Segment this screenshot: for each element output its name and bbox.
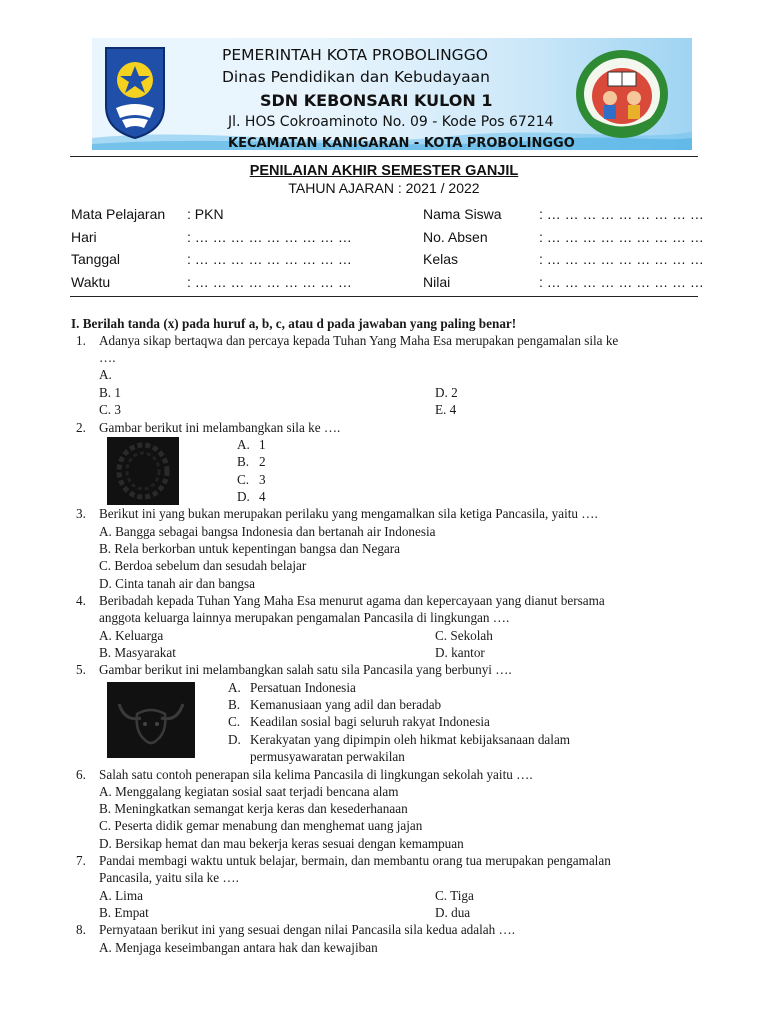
info-label-absen: No. Absen [423, 229, 488, 245]
q2-number: 2. [76, 420, 86, 435]
q1-option-a[interactable]: A. [99, 367, 112, 382]
q2-option-b[interactable]: 2 [259, 454, 266, 469]
q2-option-a[interactable]: 1 [259, 437, 266, 452]
q7-text-cont: Pancasila, yaitu sila ke …. [99, 870, 239, 885]
info-value-time: : … … … … … … … … … [187, 274, 352, 290]
bull-head-icon [107, 682, 195, 758]
q5-option-b-letter[interactable]: B. [228, 697, 241, 712]
q2-text: Gambar berikut ini melambangkan sila ke …. [99, 420, 341, 435]
q2-option-c[interactable]: 3 [259, 472, 266, 487]
q4-number: 4. [76, 593, 86, 608]
q3-text: Berikut ini yang bukan merupakan perilaku yang mengamalkan sila ketiga Pancasila, yaitu …. [99, 506, 598, 521]
q5-option-a[interactable]: Persatuan Indonesia [250, 680, 356, 695]
school-logo-icon [574, 48, 670, 140]
q5-option-b[interactable]: Kemanusiaan yang adil dan beradab [250, 697, 442, 712]
q1-option-b[interactable]: B. 1 [99, 385, 121, 400]
q1-option-c[interactable]: C. 3 [99, 402, 121, 417]
info-value-absen: : … … … … … … … … … [539, 229, 704, 245]
q7-option-a[interactable]: A. Lima [99, 888, 143, 903]
q6-option-d[interactable]: D. Bersikap hemat dan mau bekerja keras sesuai dengan kemampuan [99, 836, 464, 851]
info-label-date: Tanggal [71, 251, 121, 267]
q3-option-b[interactable]: B. Rela berkorban untuk kepentingan bangsa dan Negara [99, 541, 401, 556]
q3-option-d[interactable]: D. Cinta tanah air dan bangsa [99, 576, 256, 591]
academic-year: TAHUN AJARAN : 2021 / 2022 [288, 180, 480, 196]
q7-option-c[interactable]: C. Tiga [435, 888, 474, 903]
info-value-class: : … … … … … … … … … [539, 251, 704, 267]
info-label-name: Nama Siswa [423, 206, 502, 222]
q3-option-c[interactable]: C. Berdoa sebelum dan sesudah belajar [99, 558, 307, 573]
q7-text: Pandai membagi waktu untuk belajar, bermain, dan membantu orang tua merupakan pengamalan [99, 853, 611, 868]
q3-option-a[interactable]: A. Bangga sebagai bangsa Indonesia dan bertanah air Indonesia [99, 524, 436, 539]
q8-option-a[interactable]: A. Menjaga keseimbangan antara hak dan kewajiban [99, 940, 378, 955]
school-district: KECAMATAN KANIGARAN - KOTA PROBOLINGGO [228, 136, 575, 150]
q4-option-c[interactable]: C. Sekolah [435, 628, 493, 643]
q7-option-d[interactable]: D. dua [435, 905, 471, 920]
exam-title: PENILAIAN AKHIR SEMESTER GANJIL [249, 163, 519, 179]
q5-option-c-letter[interactable]: C. [228, 714, 241, 729]
probolinggo-seal-icon [100, 44, 170, 140]
q1-option-e[interactable]: E. 4 [435, 402, 457, 417]
q3-number: 3. [76, 506, 86, 521]
school-address: Jl. HOS Cokroaminoto No. 09 - Kode Pos 67214 [228, 114, 554, 130]
info-value-date: : … … … … … … … … … [187, 251, 352, 267]
q1-option-d[interactable]: D. 2 [435, 385, 458, 400]
info-value-score: : … … … … … … … … … [539, 274, 704, 290]
q6-text: Salah satu contoh penerapan sila kelima Pancasila di lingkungan sekolah yaitu …. [99, 767, 533, 782]
info-value-day: : … … … … … … … … … [187, 229, 352, 245]
q5-option-a-letter[interactable]: A. [228, 680, 241, 695]
q5-option-d-letter[interactable]: D. [228, 732, 241, 747]
q5-text: Gambar berikut ini melambangkan salah satu sila Pancasila yang berbunyi …. [99, 662, 512, 677]
q8-text: Pernyataan berikut ini yang sesuai dengan nilai Pancasila sila kedua adalah …. [99, 922, 516, 937]
q6-option-b[interactable]: B. Meningkatkan semangat kerja keras dan kesederhanaan [99, 801, 408, 816]
info-label-score: Nilai [423, 274, 451, 290]
q2-option-a-letter[interactable]: A. [237, 437, 250, 452]
q6-option-a[interactable]: A. Menggalang kegiatan sosial saat terjadi bencana alam [99, 784, 399, 799]
q5-symbol-image [107, 682, 195, 758]
gov-name: PEMERINTAH KOTA PROBOLINGGO [222, 46, 488, 64]
school-name: SDN KEBONSARI KULON 1 [260, 91, 493, 110]
chain-symbol-icon [107, 437, 179, 505]
q4-option-a[interactable]: A. Keluarga [99, 628, 164, 643]
q5-number: 5. [76, 662, 86, 677]
info-divider [70, 296, 698, 297]
q2-option-b-letter[interactable]: B. [237, 454, 250, 469]
q2-symbol-image [107, 437, 179, 505]
q4-option-d[interactable]: D. kantor [435, 645, 485, 660]
info-label-class: Kelas [423, 251, 459, 267]
q6-number: 6. [76, 767, 86, 782]
q4-option-b[interactable]: B. Masyarakat [99, 645, 176, 660]
q7-option-b[interactable]: B. Empat [99, 905, 149, 920]
q7-number: 7. [76, 853, 86, 868]
q8-number: 8. [76, 922, 86, 937]
info-label-subject: Mata Pelajaran [71, 206, 166, 222]
q5-option-d-cont[interactable]: permusyawaratan perwakilan [250, 749, 405, 764]
q4-text: Beribadah kepada Tuhan Yang Maha Esa menurut agama dan kepercayaan yang dianut bersama [99, 593, 605, 608]
q2-option-d-letter[interactable]: D. [237, 489, 250, 504]
q1-text-cont: …. [99, 350, 116, 365]
q4-text-cont: anggota keluarga lainnya merupakan pengamalan Pancasila di lingkungan …. [99, 610, 510, 625]
q6-option-c[interactable]: C. Peserta didik gemar menabung dan menghemat uang jajan [99, 818, 423, 833]
q1-text: Adanya sikap bertaqwa dan percaya kepada Tuhan Yang Maha Esa merupakan pengamalan sila ke [99, 333, 619, 348]
q5-option-c[interactable]: Keadilan sosial bagi seluruh rakyat Indonesia [250, 714, 490, 729]
q1-number: 1. [76, 333, 86, 348]
info-label-time: Waktu [71, 274, 111, 290]
q5-option-d[interactable]: Kerakyatan yang dipimpin oleh hikmat kebijaksanaan dalam [250, 732, 571, 747]
instruction: I. Berilah tanda (x) pada huruf a, b, c, atau d pada jawaban yang paling benar! [71, 316, 517, 331]
q2-option-c-letter[interactable]: C. [237, 472, 250, 487]
info-label-day: Hari [71, 229, 97, 245]
dept-name: Dinas Pendidikan dan Kebudayaan [222, 68, 490, 86]
info-value-subject: : PKN [187, 206, 224, 222]
q2-option-d[interactable]: 4 [259, 489, 266, 504]
letterhead-banner [92, 38, 692, 150]
info-value-name: : … … … … … … … … … [539, 206, 704, 222]
header-divider [70, 156, 698, 157]
